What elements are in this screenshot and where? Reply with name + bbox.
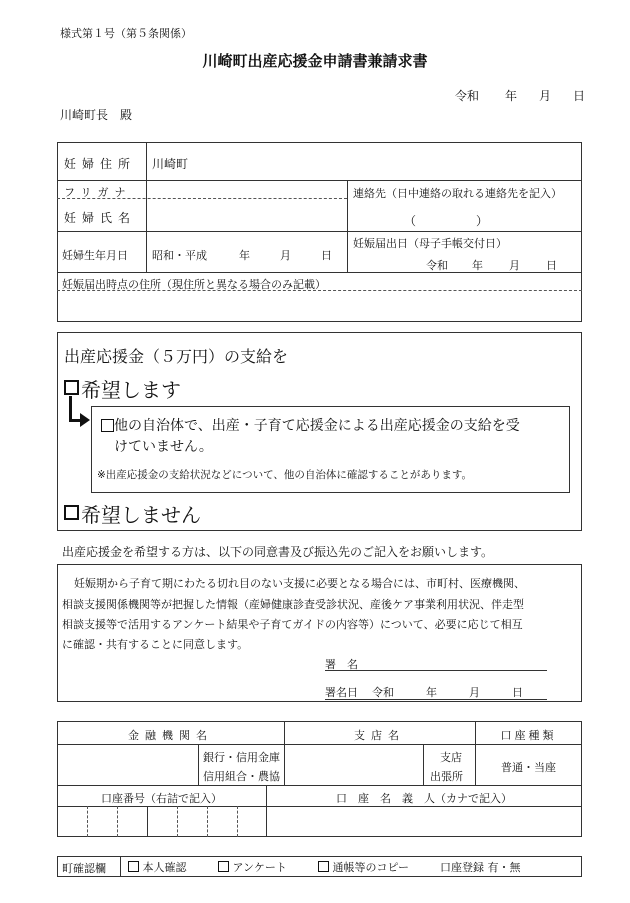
account-type-label: 口座種類 xyxy=(500,729,557,742)
wish-label: 希望します xyxy=(81,378,181,402)
not-received-line1: 他の自治体で、出産・子育て応援金による出産応援金の支給を受 xyxy=(114,418,520,434)
branch-kind-1: 支店 xyxy=(440,751,462,764)
contact-label: 連絡先（日中連絡の取れる連絡先を記入） xyxy=(353,187,562,200)
birthdate-label: 妊婦生年月日 xyxy=(62,249,128,262)
account-holder-label: 口 座 名 義 人（カナで記入） xyxy=(336,792,512,805)
no-wish-checkbox[interactable] xyxy=(64,505,79,520)
no-wish-label: 希望しません xyxy=(81,503,201,527)
furigana-label: フリガナ xyxy=(64,186,132,199)
consent-line1: 妊娠期から子育て期にわたる切れ目のない支援に必要となる場合には、市町村、医療機関、 xyxy=(74,577,525,590)
consent-line2: 相談支援関係機関等が把握した情報（産婦健康診査受診状況、産後ケア事業利用状況、伴走型 xyxy=(62,598,524,611)
prev-address-label: 妊娠届出時点の住所（現住所と異なる場合のみ記載） xyxy=(62,278,326,291)
consent-intro: 出産応援金を希望する方は、以下の同意書及び振込先のご記入をお願いします。 xyxy=(62,545,494,559)
consent-line3: 相談支援等で活用するアンケート結果や子育てガイドの内容等）について、必要に応じて相互 xyxy=(62,618,523,631)
account-type-value[interactable]: 普通・当座 xyxy=(501,761,556,774)
not-received-checkbox[interactable] xyxy=(101,419,114,432)
account-holder-field[interactable] xyxy=(267,807,581,836)
form-number: 様式第１号（第５条関係） xyxy=(60,27,192,40)
name-label: 妊婦氏名 xyxy=(64,211,137,225)
phone-field[interactable]: （ ） xyxy=(404,214,489,228)
pregnancy-report-label: 妊娠届出日（母子手帳交付日） xyxy=(353,237,507,250)
arrow-right-icon xyxy=(80,413,90,427)
confirmation-note: ※出産応援金の支給状況などについて、他の自治体に確認することがあります。 xyxy=(97,469,473,481)
not-received-line2: けていません。 xyxy=(114,439,213,455)
address-label: 妊婦住所 xyxy=(64,157,137,171)
passbook-checkbox[interactable] xyxy=(318,861,329,872)
consent-line4: に確認・共有することに同意します。 xyxy=(62,638,249,651)
office-check-survey[interactable]: アンケート xyxy=(218,859,287,875)
address-value[interactable]: 川崎町 xyxy=(152,157,189,171)
signature-label: 署 名 xyxy=(325,658,358,671)
support-heading: 出産応援金（５万円）の支給を xyxy=(64,347,289,366)
institution-kind-1: 銀行・信用金庫 xyxy=(203,751,280,764)
account-registration[interactable]: 口座登録 有・無 xyxy=(440,861,521,874)
office-check-identity[interactable]: 本人確認 xyxy=(128,859,187,875)
institution-kind-2: 信用組合・農協 xyxy=(203,770,280,783)
identity-checkbox[interactable] xyxy=(128,861,139,872)
form-title: 川崎町出産応援金申請書兼請求書 xyxy=(202,52,428,70)
institution-label: 金融機関名 xyxy=(128,729,213,742)
birthdate-field[interactable]: 昭和・平成 年 月 日 xyxy=(152,249,332,262)
office-check-passbook[interactable]: 通帳等のコピー xyxy=(318,859,409,875)
addressee: 川崎町長 殿 xyxy=(60,108,133,122)
application-date: 令和 年 月 日 xyxy=(455,89,586,103)
account-number-field[interactable] xyxy=(58,807,265,836)
signature-date[interactable]: 署名日 令和 年 月 日 xyxy=(325,686,523,699)
account-number-label: 口座番号（右詰で記入） xyxy=(101,792,222,805)
survey-checkbox[interactable] xyxy=(218,861,229,872)
pregnancy-report-date[interactable]: 令和 年 月 日 xyxy=(426,259,557,272)
wish-checkbox[interactable] xyxy=(64,380,79,395)
office-use-label: 町確認欄 xyxy=(62,862,106,875)
branch-label: 支店名 xyxy=(354,729,405,742)
signature-line[interactable] xyxy=(325,670,547,671)
branch-kind-2: 出張所 xyxy=(430,770,463,783)
